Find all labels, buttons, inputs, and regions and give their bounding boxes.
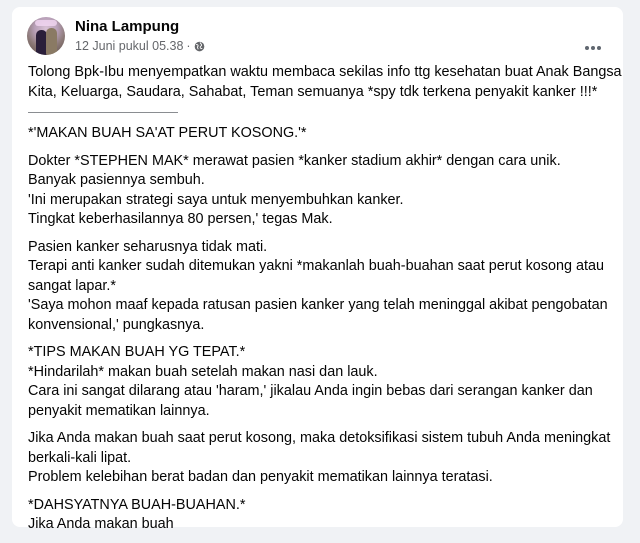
more-options-button[interactable] bbox=[583, 44, 603, 52]
text-line: Kita, Keluarga, Saudara, Sahabat, Teman semuanya *spy tdk terkena penyakit kanker !!!* bbox=[28, 83, 598, 100]
text-line: Dokter *STEPHEN MAK* merawat pasien *kanker stadium akhir* dengan cara unik. bbox=[28, 152, 561, 169]
text-line: *TIPS MAKAN BUAH YG TEPAT.* bbox=[28, 344, 246, 360]
text-line: berkali-kali lipat. bbox=[28, 449, 132, 466]
text-line-partial: Jika Anda makan buah bbox=[28, 516, 174, 532]
author-name[interactable]: Nina Lampung bbox=[75, 18, 180, 35]
text-line: Cara ini sangat dilarang atau 'haram,' jikalau Anda ingin bebas dari serangan kanker dan bbox=[28, 383, 593, 399]
text-line: *Hindarilah* makan buah setelah makan nasi dan lauk. bbox=[28, 363, 378, 380]
dot bbox=[591, 46, 595, 50]
heading-paragraph bbox=[28, 124, 613, 144]
body-paragraph bbox=[28, 496, 613, 535]
globe-icon[interactable] bbox=[194, 41, 205, 52]
text-line: 'Ini merupakan strategi saya untuk menyembuhkan kanker. bbox=[28, 191, 404, 208]
post-body bbox=[28, 63, 622, 543]
text-line: Pasien kanker seharusnya tidak mati. bbox=[28, 238, 268, 255]
body-paragraph bbox=[28, 152, 613, 230]
text-line: Tolong Bpk-Ibu menyempatkan waktu membaca sekilas info ttg kesehatan buat Anak Bangsa bbox=[28, 64, 622, 80]
text-line: *'MAKAN BUAH SA'AT PERUT KOSONG.'* bbox=[28, 125, 307, 141]
meta-separator: · bbox=[186, 39, 191, 53]
avatar[interactable] bbox=[27, 17, 65, 55]
text-line: Jika Anda makan buah saat perut kosong, maka detoksifikasi sistem tubuh Anda meningkat bbox=[28, 430, 611, 446]
text-line: Tingkat keberhasilannya 80 persen,' tegas Mak. bbox=[28, 211, 333, 227]
post-meta bbox=[75, 39, 205, 53]
post-timestamp[interactable]: 12 Juni pukul 05.38 bbox=[75, 39, 184, 53]
text-line: *DAHSYATNYA BUAH-BUAHAN.* bbox=[28, 496, 246, 513]
post-card bbox=[12, 7, 623, 532]
text-line: Terapi anti kanker sudah ditemukan yakni *makanlah buah-buahan saat perut kosong atau bbox=[28, 258, 605, 274]
body-paragraph bbox=[28, 238, 613, 336]
post-header bbox=[27, 17, 623, 57]
avatar-neon-sign bbox=[35, 20, 57, 26]
body-paragraph bbox=[28, 429, 613, 488]
text-line: penyakit mematikan lainnya. bbox=[28, 402, 210, 419]
text-line: sangat lapar.* bbox=[28, 277, 117, 294]
text-line: Problem kelebihan berat badan dan penyakit mematikan lainnya teratasi. bbox=[28, 469, 493, 485]
divider-line bbox=[28, 112, 178, 113]
body-paragraph bbox=[28, 343, 613, 421]
dot bbox=[597, 46, 601, 50]
dot bbox=[585, 46, 589, 50]
intro-paragraph bbox=[28, 63, 622, 102]
text-line: 'Saya mohon maaf kepada ratusan pasien kanker yang telah meninggal akibat pengobatan bbox=[28, 297, 608, 313]
avatar-figure-right bbox=[46, 28, 57, 55]
text-line: konvensional,' pungkasnya. bbox=[28, 316, 205, 333]
text-line: Banyak pasiennya sembuh. bbox=[28, 172, 205, 188]
